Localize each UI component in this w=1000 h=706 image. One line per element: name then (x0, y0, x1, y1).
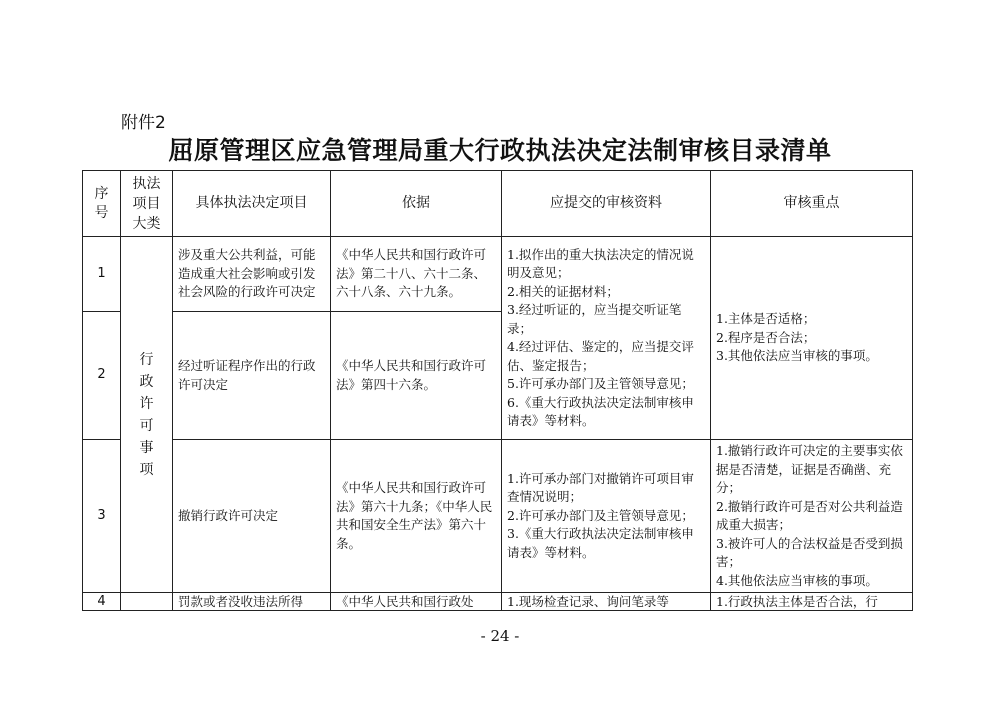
category-cell-empty (121, 593, 173, 611)
table-row (83, 440, 913, 593)
header-item: 具体执法决定项目 (173, 171, 331, 237)
item-cell: 经过听证程序作出的行政许可决定 (173, 312, 331, 440)
row-number: 3 (83, 440, 121, 593)
focus-cell: 1.行政执法主体是否合法，行 (711, 593, 913, 611)
materials-cell: 1.现场检查记录、询问笔录等 (502, 593, 711, 611)
item-cell: 撤销行政许可决定 (173, 440, 331, 593)
materials-cell: 1.拟作出的重大执法决定的情况说明及意见； 2.相关的证据材料； 3.经过听证的，应当提交听证笔录； 4.经过评估、鉴定的，应当提交评估、鉴定报告； 5.许可承办部门及主管领导意见； 6.《重大行政执法决定法制审核申请表》等材料。 (502, 237, 711, 440)
row-number: 4 (83, 593, 121, 611)
attachment-label: 附件2 (121, 113, 166, 133)
category-text: 行政许可事项 (139, 351, 154, 478)
table-row (83, 237, 913, 312)
basis-cell: 《中华人民共和国行政许可法》第四十六条。 (331, 312, 502, 440)
focus-cell: 1.主体是否适格； 2.程序是否合法； 3.其他依法应当审核的事项。 (711, 237, 913, 440)
category-cell (121, 237, 173, 593)
basis-cell: 《中华人民共和国行政许可法》第六十九条；《中华人民共和国安全生产法》第六十条。 (331, 440, 502, 593)
header-focus: 审核重点 (711, 171, 913, 237)
focus-cell: 1.撤销行政许可决定的主要事实依据是否清楚，证据是否确凿、充分； 2.撤销行政许可是否对公共利益造成重大损害； 3.被许可人的合法权益是否受到损害； 4.其他依法应当审核的事项。 (711, 440, 913, 593)
review-catalog-table (82, 170, 913, 611)
item-cell: 涉及重大公共利益，可能造成重大社会影响或引发社会风险的行政许可决定 (173, 237, 331, 312)
row-number: 1 (83, 237, 121, 312)
materials-cell: 1.许可承办部门对撤销许可项目审查情况说明； 2.许可承办部门及主管领导意见； 3.《重大行政执法决定法制审核申请表》等材料。 (502, 440, 711, 593)
basis-cell: 《中华人民共和国行政许可法》第二十八、六十二条、六十八条、六十九条。 (331, 237, 502, 312)
header-seq (83, 171, 121, 237)
page-number: - 24 - (480, 627, 520, 645)
document-title: 屈原管理区应急管理局重大行政执法决定法制审核目录清单 (168, 136, 832, 165)
table-header-row (83, 171, 913, 237)
header-category (121, 171, 173, 237)
table-row (83, 593, 913, 611)
header-seq-text: 序号 (94, 185, 109, 221)
row-number: 2 (83, 312, 121, 440)
item-cell: 罚款或者没收违法所得 (173, 593, 331, 611)
basis-cell: 《中华人民共和国行政处 (331, 593, 502, 611)
header-materials: 应提交的审核资料 (502, 171, 711, 237)
header-category-text: 执法项目大类 (132, 175, 161, 232)
header-basis: 依据 (331, 171, 502, 237)
